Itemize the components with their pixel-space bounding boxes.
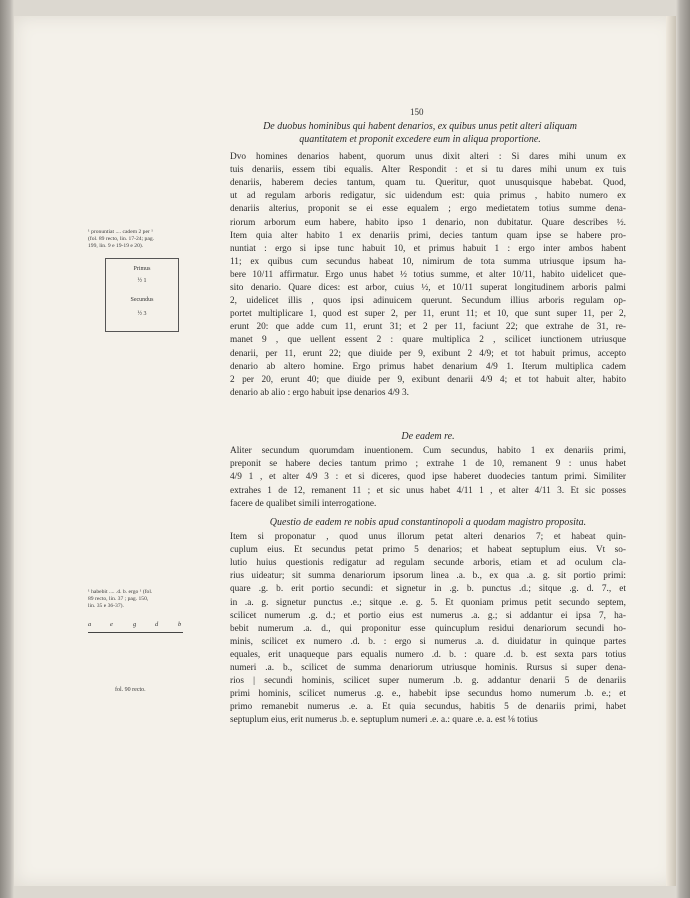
text-line: 2, uidelicet illis , quos ipsi adinuicem querunt. Secundum illius arboris regulam op- <box>230 296 626 307</box>
text-line: manet 9 , que uellent essent 2 : quare multiplica 2 , scilicet iunctionem utriusque <box>230 335 626 346</box>
text-line: preponit se habere decies tantum primo ; extrahe 1 de 10, remanent 9 : unus habet <box>230 459 626 470</box>
text-line: portet multiplicare 1, quod est super 2, per 11, erunt 11; et 10, que sunt super 11, per 2, <box>230 309 626 320</box>
diagram-secundus-value: ½ 3 <box>137 311 147 317</box>
text-line: primi hominis, scilicet numerus .g. e., habebit ipse secundus homo numerum .b. e.; et <box>230 689 626 700</box>
text-line: primo remanebit numerus .e. a. Et quia secundus, habitis 5 de denariis primi, habet <box>230 702 626 713</box>
text-line: denariis, haberem decies tantum, quam tu. Queritur, quot unusquisque habebat. Quod, <box>230 178 626 189</box>
text-line: denarii, per 11, erunt 22; que diuide per 9, exibunt 2 4/9; et tot habuit primus, accepto <box>230 348 626 359</box>
text-line: extrahes 1 de 12, remanent 11 ; et sic unus habet 4/11 1 , et alter 4/11 3. Et sic posses <box>230 485 626 496</box>
text-line: 4/9 1 , et alter 4/9 3 : et si diceres, quod ipse haberet duodecies tantum primi. Similiter <box>230 472 626 483</box>
text-line: riorum arborum eum habere, habito ipso 1 denario, non dubitatur. Quare describes ½. <box>230 217 626 228</box>
chapter-title <box>220 120 620 146</box>
text-line: denario ab alio : ergo habuit ipse denarios 4/9 3. <box>230 387 410 398</box>
note-line: 199, lin. 9 e 19-19 e 20). <box>88 243 144 250</box>
page-number: 150 <box>410 107 424 117</box>
text-line: sito denario. Quare dices: est arbor, cuius ½, et 10/11 superat longitudinem arboris palmi <box>230 283 626 293</box>
note-line: lin. 35 e 36-37). <box>88 603 124 610</box>
diagram-primus-label: Primus <box>133 266 151 272</box>
text-line: denario ab altero homine. Ergo primus habet denarium 4/9 1. Iterum multiplica cadem <box>230 361 626 372</box>
title-line: quantitatem et proponit excedere eum in aliqua proportione. <box>299 134 541 145</box>
text-line: Item quia alter habito 1 ex denariis primi, decies tantum quam ipse se habere pro- <box>230 230 626 241</box>
text-line: in .a. g. signetur punctus .e.; sitque .e. g. 5. Et quoniam primus petit secundo septem, <box>230 597 626 608</box>
title-line: De duobus hominibus qui habent denarios, ex quibus unus petit alteri aliquam <box>263 121 577 132</box>
text-line: nuntiat : ergo si ipse tunc habuit 10, et primus habuit 1 : ergo inter ambos habent <box>230 243 626 254</box>
text-line: rius uideatur; sit summa denariorum ipsorum linea .a. b., ex qua .a. g. sit portio primi: <box>230 571 626 582</box>
text-line: tuis denariis, essem tibi equalis. Alter Respondit : et si tu dares mihi unum ex tuis <box>230 165 626 176</box>
text-line: lutio huius questionis redigatur ad regulam secunde arboris, etiam et ad oculum cla- <box>230 558 626 569</box>
tree-diagram <box>105 258 179 332</box>
text-line: minis, scilicet ex numero .d. b. : ergo si numerus .a. d. diuidatur in quinque partes <box>230 636 626 647</box>
text-line: numeri .a. b., scilicet de summa denariorum utriusque hominis. Rursus si super dena- <box>230 663 626 673</box>
text-line: bebit numerum .a. d., qui proponitur esse quincuplum residui denariorum secundi ho- <box>230 623 626 634</box>
text-line: 11; ex quibus cum secundus habeat 10, nimirum de tota summa utriusque ipsum ha- <box>230 256 626 267</box>
text-line: Aliter secundum quorumdam inuentionem. Cum secundus, habito 1 ex denariis primi, <box>230 446 626 456</box>
text-line: scilicet numerum .g. d.; et portio eius est numerus .a. g.; si addantur ei ipsa 7, ha- <box>230 610 626 621</box>
margin-note-1 <box>88 229 154 251</box>
text-line: erunt 20: que adde cum 11, erunt 31; et 2 per 11, faciunt 22; que extrahe de 31, re- <box>230 322 626 333</box>
text-line: 2 per 20, erunt 40; que diuide per 9, exibunt denarii 4/9 4; et tot habuit alter, habito <box>230 374 626 385</box>
segment-line <box>88 632 183 633</box>
text-line: cuplum eius. Et secundus petat primo 5 denarios; et habeat septuplum eius. Vt so- <box>230 545 626 556</box>
text-line: equales, erit unaqueque pars equalis numero .d. b. : quare .d. b. est sexta pars totius <box>230 649 626 660</box>
note-line: 89 recto, lin. 37 ; pag. 150, <box>88 596 149 603</box>
segment-label-g: g <box>133 621 137 628</box>
text-line: quare .g. b. erit portio secundi: et signetur in .g. b. punctus .d.; sitque .g. d. 7., et <box>230 584 626 595</box>
text-line: Item si proponatur , quod unus illorum petat alteri denarios 7; et habeat quin- <box>230 532 626 542</box>
subheading-de-eadem-re: De eadem re. <box>401 431 455 442</box>
text-line: Dvo homines denarios habent, quorum unus dixit alteri : Si dares mihi unum ex <box>230 152 626 162</box>
diagram-primus-value: ½ 1 <box>137 278 147 284</box>
text-line: bere 10/11 affirmatur. Ergo unus habet ½ totius summe, et alter 10/11, habito uidelicet que- <box>230 269 626 280</box>
folio-note: fol. 90 recto. <box>115 687 146 693</box>
segment-label-d: d <box>155 621 159 628</box>
note-line: ¹ pronuntiat .... cadem 2 per ¹ <box>88 229 153 235</box>
segment-label-b: b <box>178 621 182 628</box>
segment-label-e: e <box>110 621 113 628</box>
text-line: ut ad regulam arboris redigatur, sic uidendum est: quia primus , habito numero ex <box>230 191 626 202</box>
text-line: denariis alterius, proponit se ei esse equalem ; ergo medietatem totius summe dena- <box>230 204 626 215</box>
diagram-secundus-label: Secundus <box>130 297 154 303</box>
page-edge <box>666 16 676 886</box>
margin-note-2 <box>88 589 152 611</box>
segment-label-a: a <box>88 621 92 628</box>
text-line: septuplum eius, erit numerus .b. e. septuplum numeri .e. a.: quare .e. a. est ⅛ totius <box>230 715 538 726</box>
subheading-questio: Questio de eadem re nobis apud constantinopoli a quodam magistro proposita. <box>269 517 587 528</box>
text-line: rios | secundi hominis, scilicet super numerum .b. g. addantur denarii 5 de denariis <box>230 676 626 687</box>
note-line: ¹ habebit .... .d. b. ergo ¹ (fol. <box>88 589 153 595</box>
text-line: facere de qualibet simili interrogatione. <box>230 498 377 509</box>
note-line: (fol. 89 recto, lin. 17-24; pag. <box>88 236 155 243</box>
